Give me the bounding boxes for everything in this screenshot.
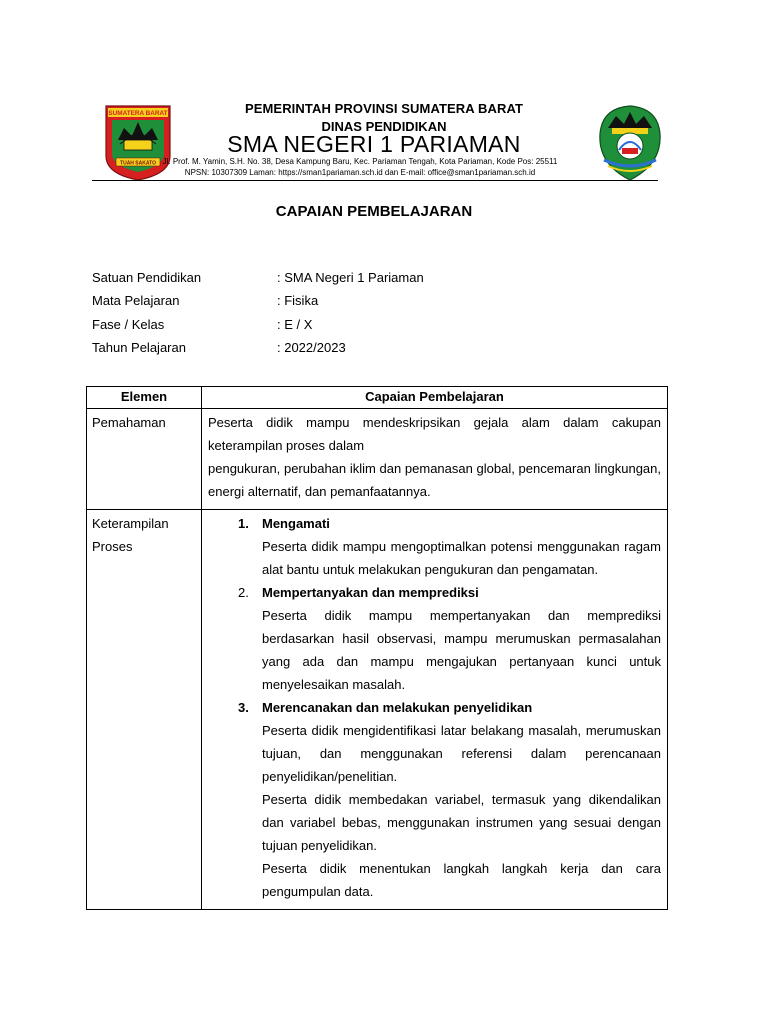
info-value: : 2022/2023 [277,339,346,355]
letterhead-contact: NPSN: 10307309 Laman: https://sman1pariaman.sch.id dan E-mail: office@sman1pariaman.sch.id [184,168,536,177]
table-header-row [87,387,668,409]
letterhead-office: DINAS PENDIDIKAN [321,119,447,134]
learning-outcomes-table [86,386,668,910]
list-body [262,604,661,696]
list-title: Mempertanyakan dan memprediksi [262,585,479,600]
logo-banner: TUAH SAKATO [120,160,156,167]
letterhead-province: PEMERINTAH PROVINSI SUMATERA BARAT [244,101,524,116]
list-number: 2. [238,585,249,600]
outcome-text: pengukuran, perubahan iklim dan pemanasan global, pencemaran lingkungan, energi alternatif, dan pemanfaatannya. [208,461,661,499]
element-name-line: Proses [92,539,133,554]
info-value: : Fisika [277,293,319,309]
info-row [92,338,424,361]
info-row [92,291,424,314]
element-name-line: Keterampilan [92,516,169,531]
list-body [262,719,661,903]
list-number: 1. [238,516,249,531]
info-value: : E / X [277,316,313,332]
info-row [92,268,424,291]
element-cell: Pemahaman [87,409,202,510]
list-title: Merencanakan dan melakukan penyelidikan [262,700,533,715]
element-cell [87,510,202,910]
list-item [208,512,661,535]
list-item [208,581,661,604]
list-paragraph: Peserta didik menentukan langkah langkah kerja dan cara pengumpulan data. [262,861,661,899]
outcome-cell [202,510,668,910]
info-label: Satuan Pendidikan [92,270,202,285]
header-capaian: Capaian Pembelajaran [202,387,668,409]
list-paragraph: Peserta didik mengidentifikasi latar belakang masalah, merumuskan tujuan, dan menggunakan referensi dalam perencanaan penyelidikan/penelitian. [262,723,661,784]
table-row [87,510,668,910]
info-row [92,315,424,338]
list-paragraph: Peserta didik membedakan variabel, termasuk yang dikendalikan dan variabel bebas, menggunakan instrumen yang sesuai dengan tujuan penyelidikan. [262,792,661,853]
list-item [208,696,661,719]
document-title: CAPAIAN PEMBELAJARAN [275,203,473,220]
letterhead-divider [92,180,658,181]
letterhead-address: Jl. Prof. M. Yamin, S.H. No. 38, Desa Kampung Baru, Kec. Pariaman Tengah, Kota Pariaman, Kode Pos: 25511 [162,157,558,166]
info-label: Fase / Kelas [92,316,165,332]
list-body [262,535,661,581]
info-label: Tahun Pelajaran [92,339,186,355]
outcome-cell [202,409,668,510]
info-value: : SMA Negeri 1 Pariaman [277,270,424,285]
list-number: 3. [238,700,249,715]
info-label: Mata Pelajaran [92,293,180,309]
info-block [92,268,424,361]
letterhead-school: SMA NEGERI 1 PARIAMAN [227,131,521,157]
header-elemen: Elemen [87,387,202,409]
logo-caption: SUMATERA BARAT [108,110,168,117]
list-title: Mengamati [262,516,330,531]
table-row [87,409,668,510]
list-paragraph: Peserta didik mampu mempertanyakan dan memprediksi berdasarkan hasil observasi, mampu merumuskan permasalahan yang ada dan mampu mengajukan pertanyaan kunci untuk menyelesaikan masalah. [262,608,661,692]
outcome-text: Peserta didik mampu mendeskripsikan gejala alam dalam cakupan keterampilan proses dalam [208,415,661,453]
list-paragraph: Peserta didik mampu mengoptimalkan potensi menggunakan ragam alat bantu untuk melakukan pengukuran dan pengamatan. [262,539,661,577]
